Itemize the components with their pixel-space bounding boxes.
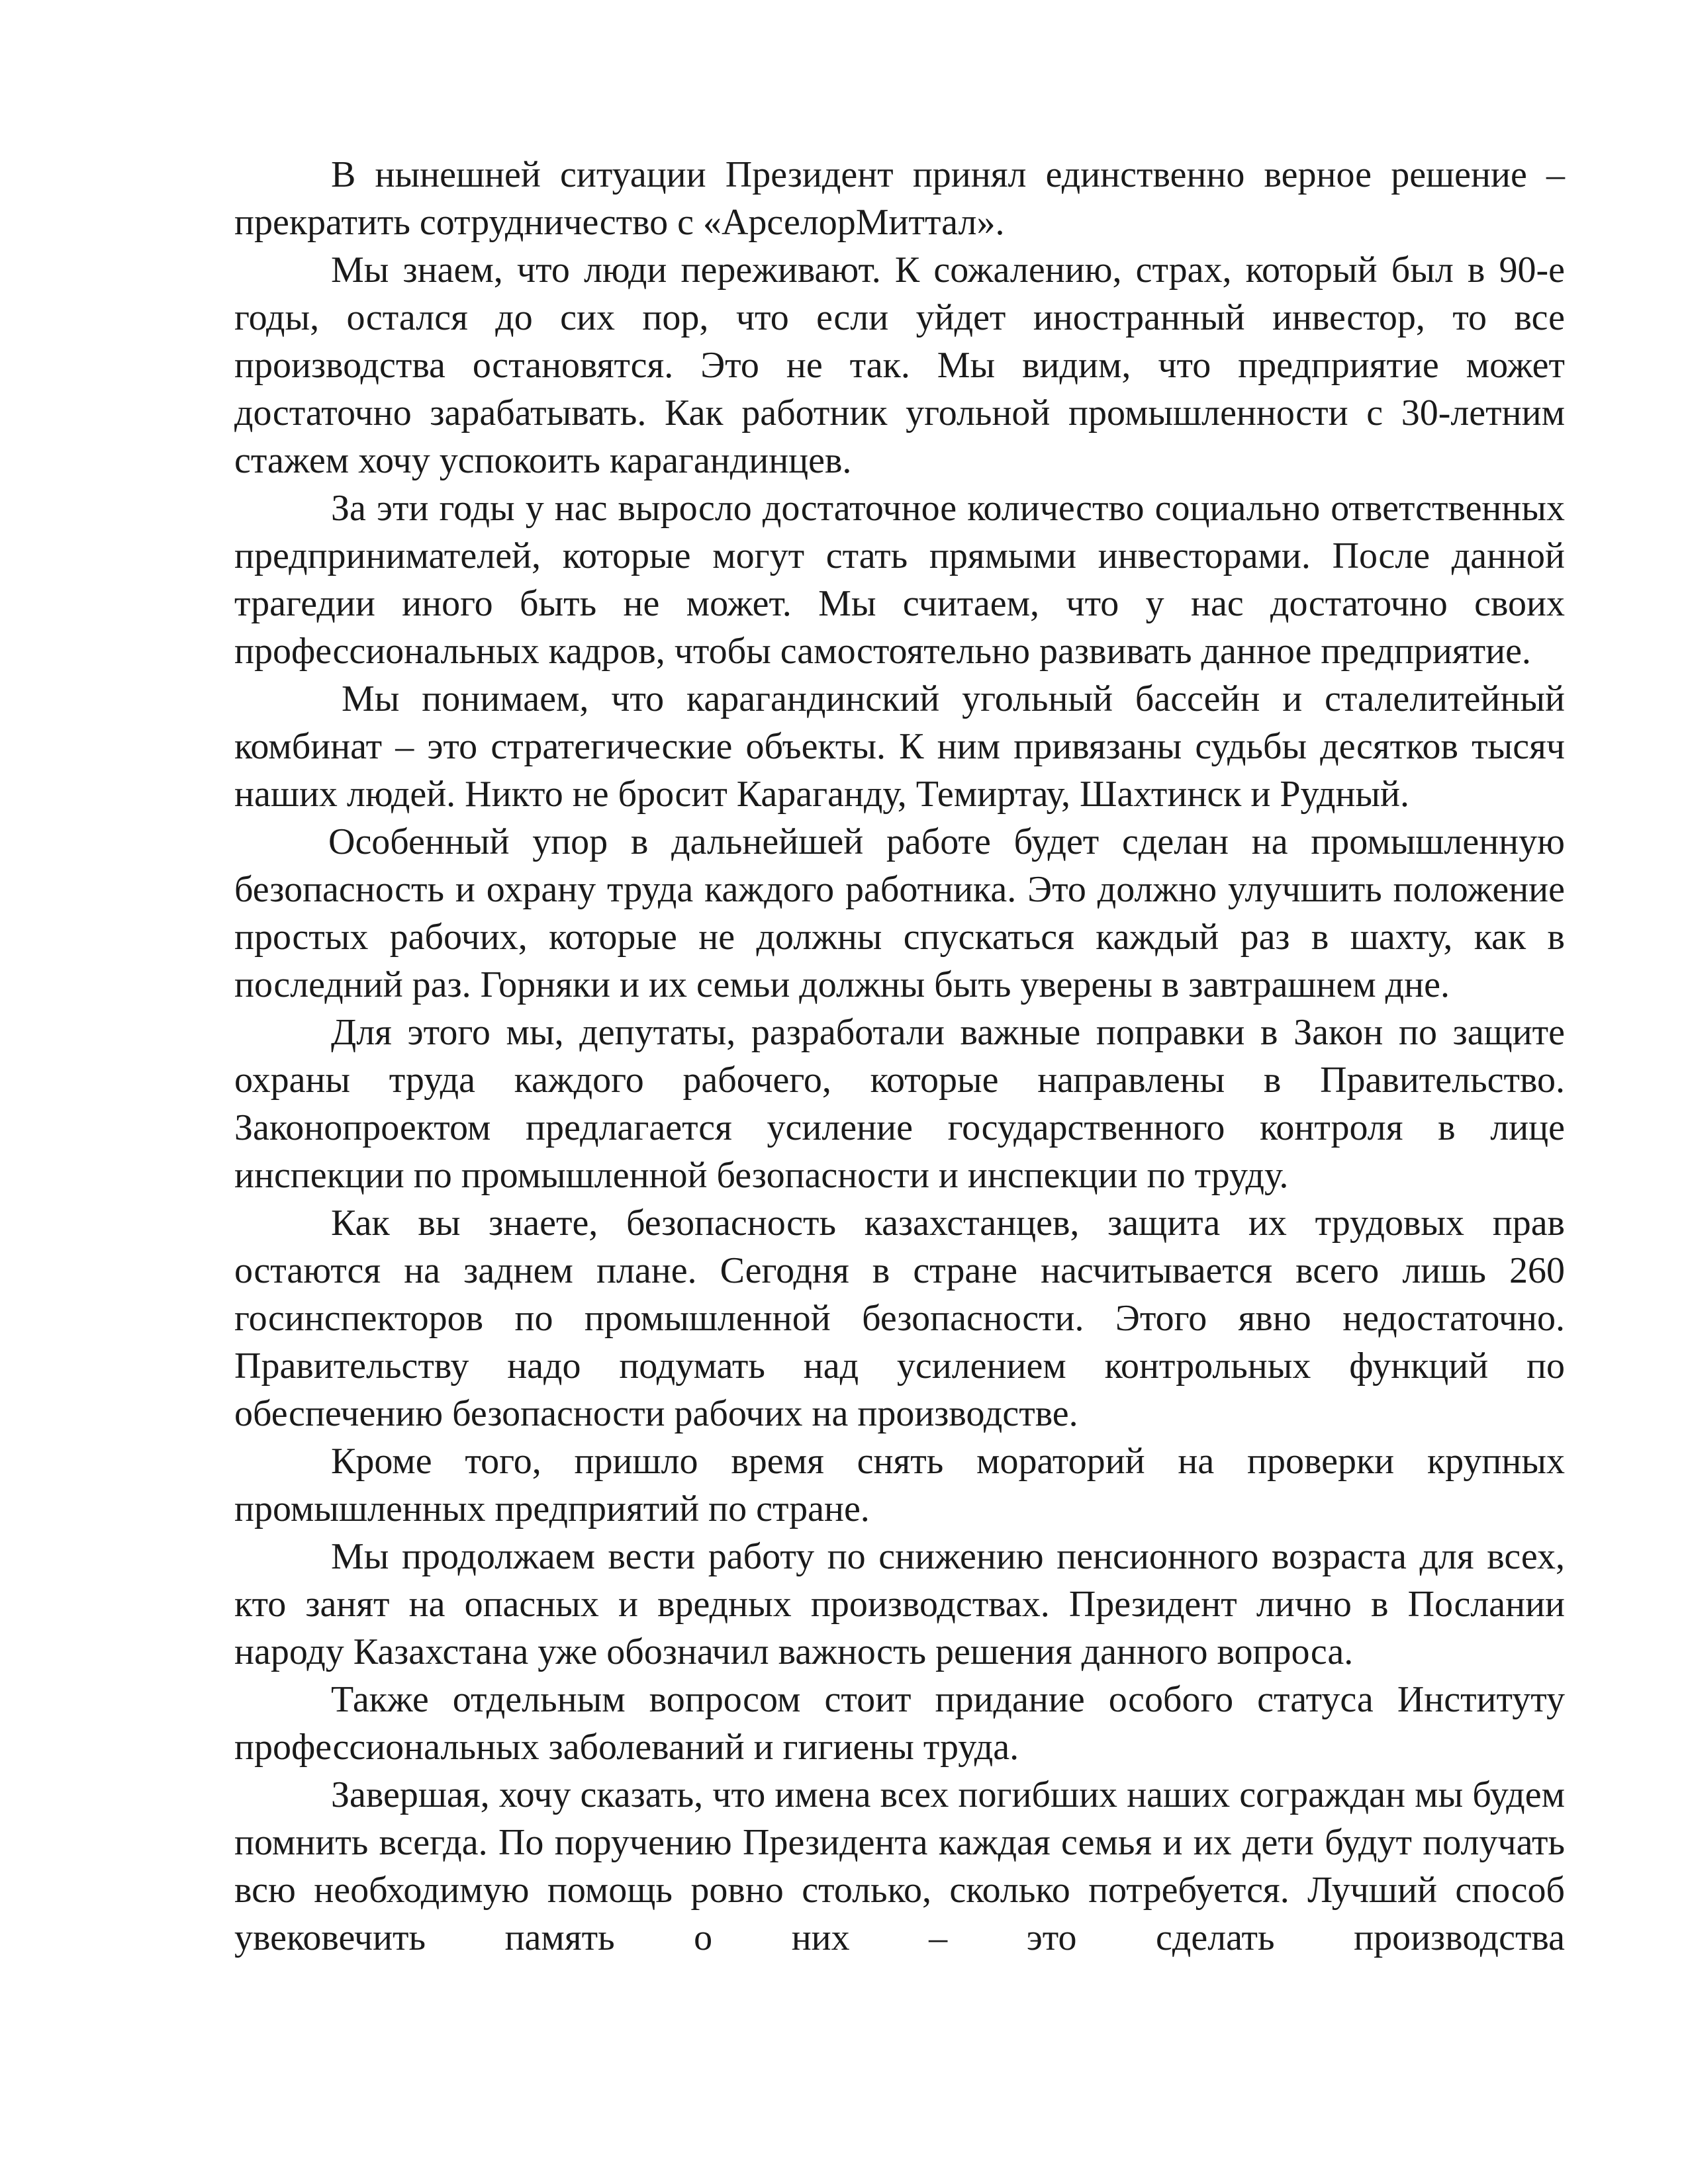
document-page [234, 151, 1565, 1962]
paragraph-3: За эти годы у нас выросло достаточное количество социально ответственных предпринимателей, которые могут стать прямыми инвесторами. После данной трагедии иного быть не может. Мы считаем, что у нас достаточно своих профессиональных кадров, чтобы самостоятельно развивать данное предприятие. [234, 488, 1565, 672]
paragraph-11: Завершая, хочу сказать, что имена всех погибших наших сограждан мы будем помнить всегда. По поручению Президента каждая семья и их дети будут получать всю необходимую помощь ровно столько, сколько потребуется. Лучший способ увековечить память о них – это сделать производства [234, 1774, 1565, 1958]
paragraph-10: Также отдельным вопросом стоит придание особого статуса Институту профессиональных заболеваний и гигиены труда. [234, 1679, 1565, 1768]
paragraph-1: В нынешней ситуации Президент принял единственно верное решение – прекратить сотрудничество с «АрселорМиттал». [234, 154, 1565, 243]
paragraph-8: Кроме того, пришло время снять мораторий на проверки крупных промышленных предприятий по стране. [234, 1441, 1565, 1529]
paragraph-6: Для этого мы, депутаты, разработали важные поправки в Закон по защите охраны труда каждого рабочего, которые направлены в Правительство. Законопроектом предлагается усиление государственного контроля в лице инспекции по промышленной безопасности и инспекции по труду. [234, 1012, 1565, 1196]
paragraph-5: Особенный упор в дальнейшей работе будет сделан на промышленную безопасность и охрану труда каждого работника. Это должно улучшить положение простых рабочих, которые не должны спускаться каждый раз в шахту, как в последний раз. Горняки и их семьи должны быть уверены в завтрашнем дне. [234, 821, 1565, 1005]
paragraph-4: Мы понимаем, что карагандинский угольный бассейн и сталелитейный комбинат – это стратегические объекты. К ним привязаны судьбы десятков тысяч наших людей. Никто не бросит Караганду, Темиртау, Шахтинск и Рудный. [234, 678, 1565, 815]
paragraph-2: Мы знаем, что люди переживают. К сожалению, страх, который был в 90-е годы, остался до сих пор, что если уйдет иностранный инвестор, то все производства остановятся. Это не так. Мы видим, что предприятие может достаточно зарабатывать. Как работник угольной промышленности с 30-летним стажем хочу успокоить карагандинцев. [234, 250, 1565, 481]
paragraph-7: Как вы знаете, безопасность казахстанцев, защита их трудовых прав остаются на заднем плане. Сегодня в стране насчитывается всего лишь 260 госинспекторов по промышленной безопасности. Этого явно недостаточно. Правительству надо подумать над усилением контрольных функций по обеспечению безопасности рабочих на производстве. [234, 1203, 1565, 1434]
paragraph-9: Мы продолжаем вести работу по снижению пенсионного возраста для всех, кто занят на опасных и вредных производствах. Президент лично в Послании народу Казахстана уже обозначил важность решения данного вопроса. [234, 1536, 1565, 1672]
